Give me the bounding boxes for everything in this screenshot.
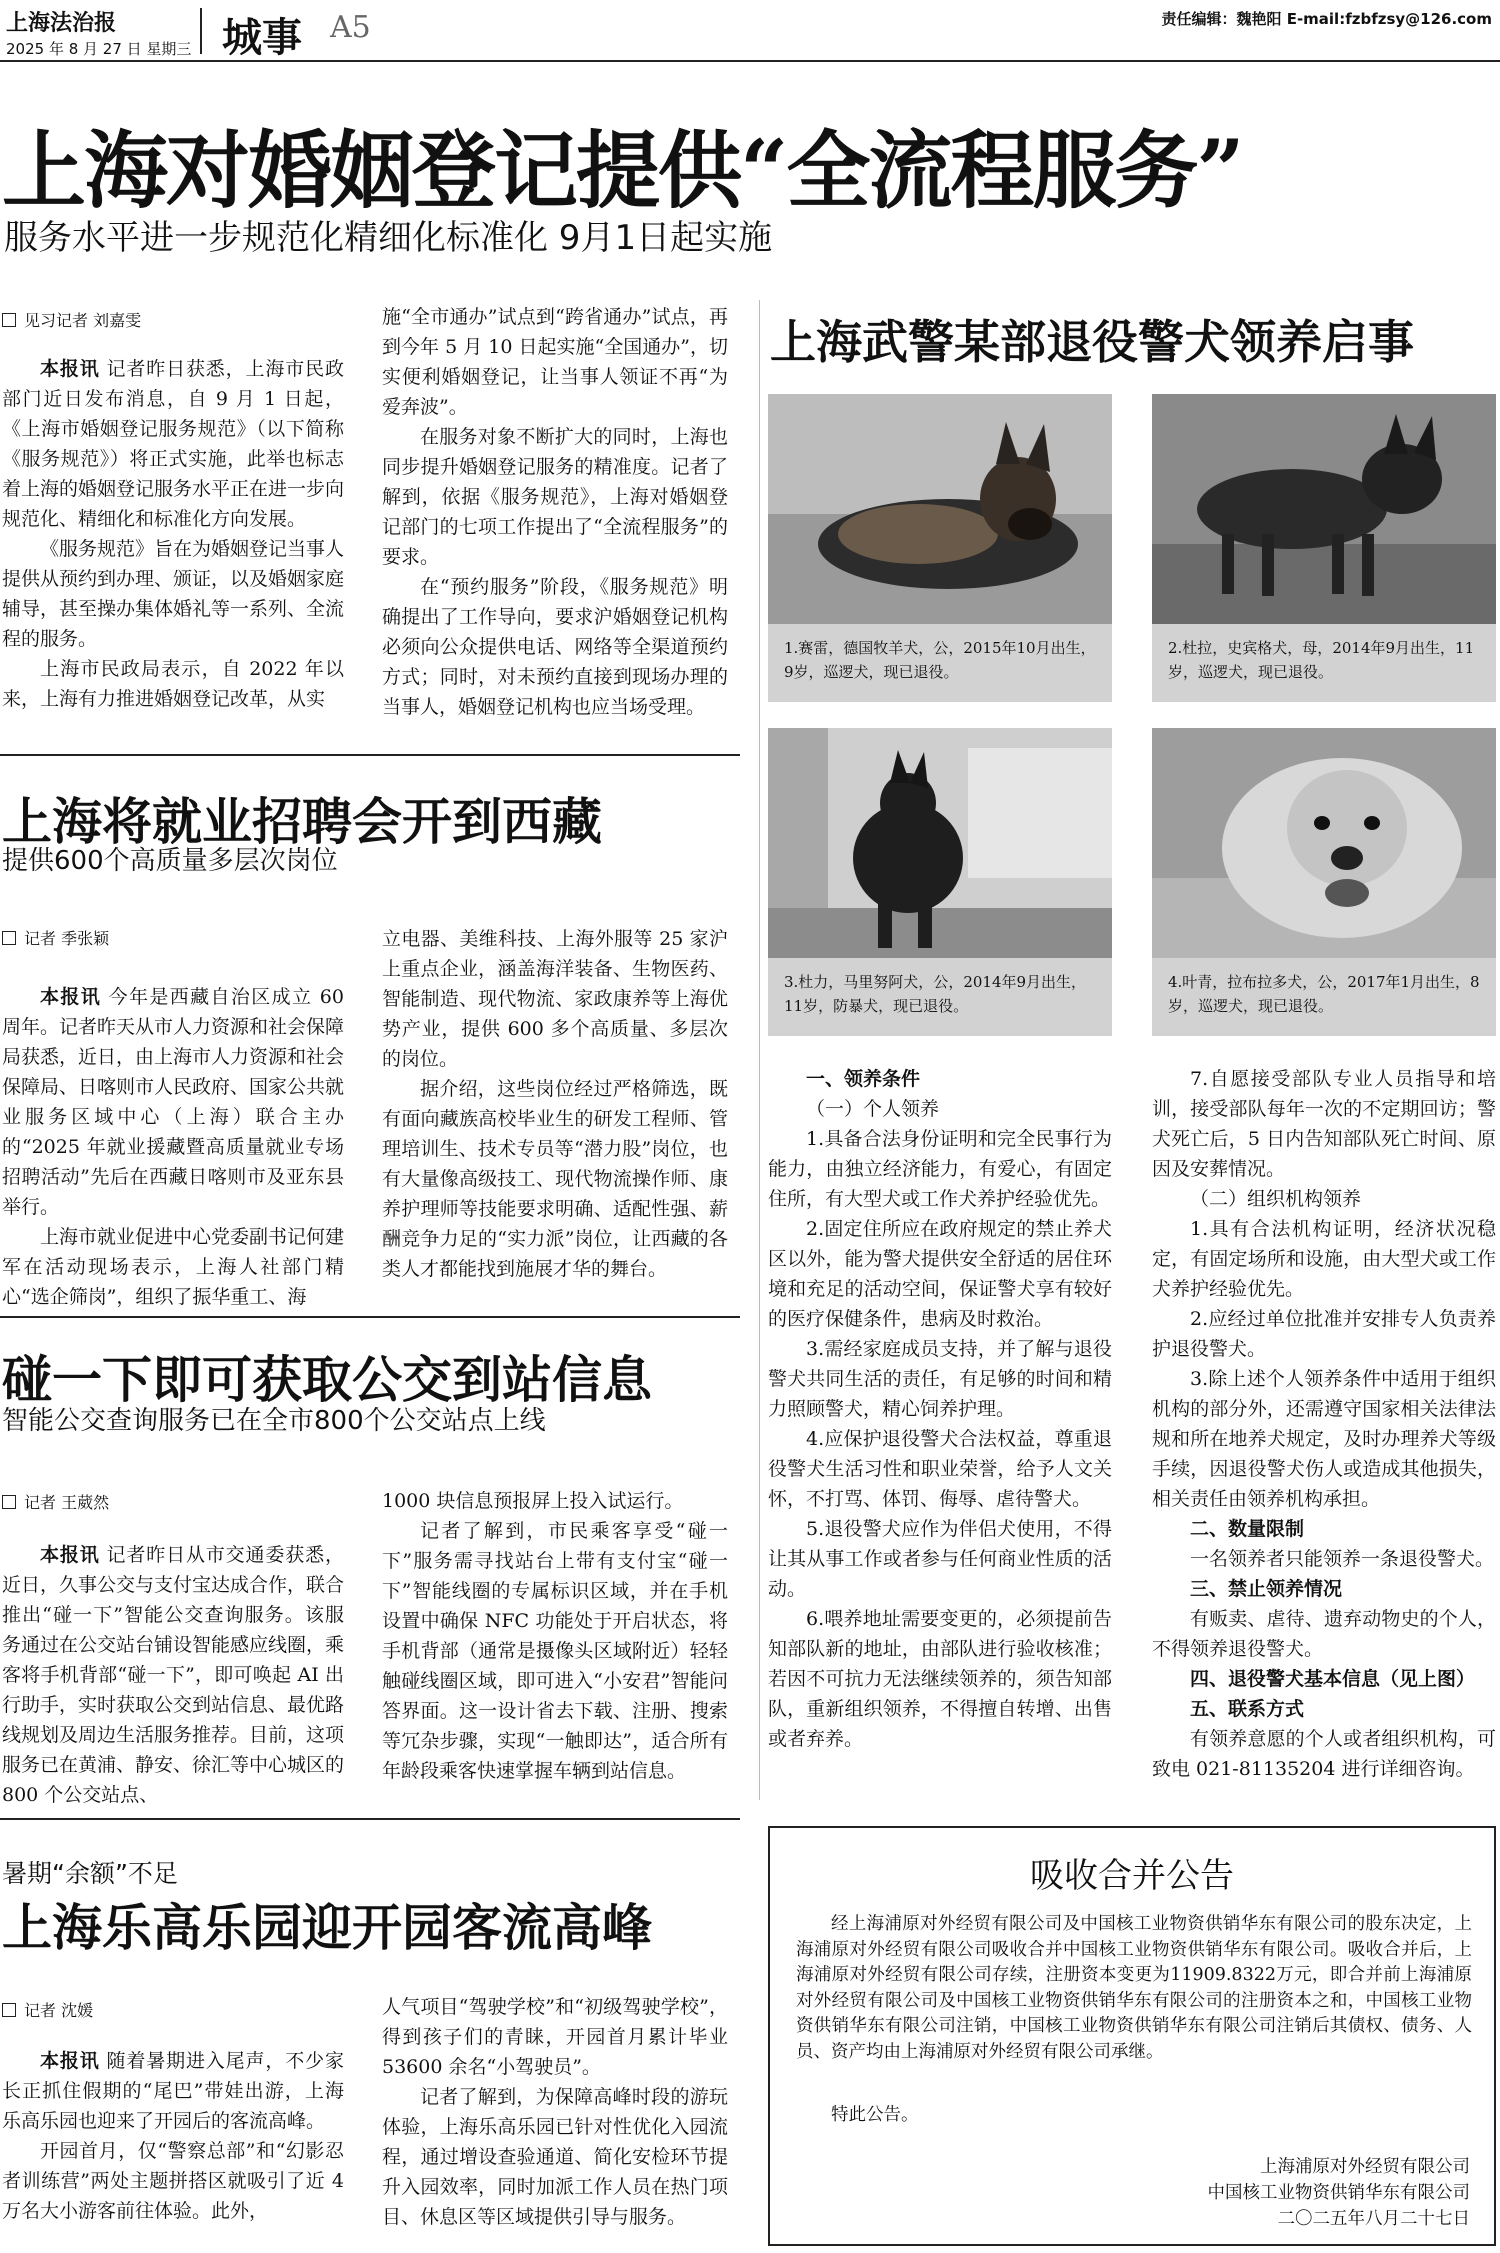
dogs-column-2: 7.自愿接受部队专业人员指导和培训，接受部队每年一次的不定期回访；警犬死亡后，5 日内告知部队死亡时间、原因及安葬情况。 （二）组织机构领养 1.具有合法机构证明，经济状况稳定，有固定场所和设施，由大型犬或工作犬养护经验优先。 2.应经过单位批准并安排专人负责养护退役警犬。 3.除上述个人领养条件中适用于组织机构的部分外，还需遵守国家相关法律法规和所在地养犬规定，及时办理养犬等级手续，因退役警犬伤人或造成其他损失，相关责任由领养机构承担。 二、数量限制 一名领养者只能领养一条退役警犬。 三、禁止领养情况 有贩卖、虐待、遗弃动物史的个人，不得领养退役警犬。 四、退役警犬基本信息（见上图） 五、联系方式 有领养意愿的个人或者组织机构，可致电 021-81135204 进行详细咨询。 (1152, 1068, 1496, 1780)
dog-caption-3: 3.杜力，马里努阿犬，公，2014年9月出生，11岁，防暴犬，现已退役。 (768, 958, 1112, 1036)
dogs-heading-info: 四、退役警犬基本信息（见上图） (1190, 1668, 1476, 1690)
park-column-1: 本报讯 随着暑期进入尾声，不少家长正抓住假期的“尾巴”带娃出游，上海乐高乐园也迎来了开园后的客流高峰。 开园首月，仅“警察总部”和“幻影忍者训练营”两处主题拼搭区就吸引了近 4 万名大小游客前往体验。此外， (2, 2050, 344, 2222)
marriage-column-2: 施“全市通办”试点到“跨省通办”试点，再到今年 5 月 10 日起实施“全国通办”，切实便利婚姻登记，让当事人领证不再“为爱奔波”。 在服务对象不断扩大的同时，上海也同步提升婚姻登记服务的精准度。记者了解到，依据《服务规范》，上海对婚姻登记部门的七项工作提出了“全流程服务”的要求。 在“预约服务”阶段，《服务规范》明确提出了工作导向，要求沪婚姻登记机构必须向公众提供电话、网络等全渠道预约方式；同时，对未预约直接到现场办理的当事人，婚姻登记机构也应当场受理。 (382, 306, 728, 718)
bus-column-2: 1000 块信息预报屏上投入试运行。 记者了解到，市民乘客享受“碰一下”服务需寻找站台上带有支付宝“碰一下”智能线圈的专属标识区域，并在手机设置中确保 NFC 功能处于开启状态，将手机背部（通常是摄像头区域附近）轻轻触碰线圈区域，即可进入“小安君”智能问答界面。这一设计省去下载、注册、搜索等冗杂步骤，实现“一触即达”，适合所有年龄段乘客快速掌握车辆到站信息。 (382, 1490, 728, 1782)
tibet-headline: 上海将就业招聘会开到西藏 (2, 792, 602, 851)
bus-headline: 碰一下即可获取公交到站信息 (2, 1350, 652, 1409)
tibet-column-1: 本报讯 今年是西藏自治区成立 60 周年。记者昨天从市人力资源和社会保障局获悉，近日，由上海市人力资源和社会保障局、日喀则市人民政府、国家公共就业服务区域中心（上海）联合主办的“2025 年就业援藏暨高质量就业专场招聘活动”先后在西藏日喀则市及亚东县举行。 上海市就业促进中心党委副书记何建军在活动现场表示，上海人社部门精心“选企筛岗”，组织了振华重工、海 (2, 986, 345, 1308)
bus-byline: 记者 王葳然 (2, 1490, 109, 1513)
park-byline: 记者 沈媛 (2, 1998, 93, 2021)
park-column-2: 人气项目“驾驶学校”和“初级驾驶学校”，得到孩子们的青睐，开园首月累计毕业 53600 余名“小驾驶员”。 记者了解到，为保障高峰时段的游玩体验，上海乐高乐园已针对性优化入园流程，通过增设查验通道、简化安检环节提升入园效率，同时加派工作人员在热门项目、休息区等区域提供引导与服务。 (382, 1996, 728, 2228)
dogs-heading-ban: 三、禁止领养情况 (1190, 1578, 1343, 1600)
merger-signature-2: 中国核工业物资供销华东有限公司 (1207, 2183, 1470, 2203)
tibet-lead: 本报讯 (40, 986, 102, 1008)
dog-photo-4 (1152, 728, 1496, 958)
dog-caption-4: 4.叶青，拉布拉多犬，公，2017年1月出生，8岁，巡逻犬，现已退役。 (1152, 958, 1496, 1036)
park-headline: 上海乐高乐园迎开园客流高峰 (2, 1898, 652, 1957)
bus-rule (0, 1818, 740, 1820)
dog-caption-1: 1.赛雷，德国牧羊犬，公，2015年10月出生，9岁，巡逻犬，现已退役。 (768, 624, 1112, 702)
marriage-byline: 见习记者 刘嘉雯 (2, 308, 141, 331)
german-shepherd-image (768, 394, 1112, 624)
masthead-divider (200, 8, 202, 54)
dogs-subheading-organization: （二）组织机构领养 (1190, 1188, 1362, 1210)
dog-caption-2: 2.杜拉，史宾格犬，母，2014年9月出生，11岁，巡逻犬，现已退役。 (1152, 624, 1496, 702)
merger-title: 吸收合并公告 (1030, 1856, 1234, 1896)
malinois-dog-image (768, 728, 1112, 958)
column-divider (759, 300, 760, 1800)
tibet-byline: 记者 季张颖 (2, 926, 109, 949)
byline-box-icon (2, 313, 16, 327)
dog-photo-3 (768, 728, 1112, 958)
page-number: A5 (330, 10, 371, 45)
editor-info: 责任编辑：魏艳阳 E-mail:fzbfzsy@126.com (1161, 10, 1492, 28)
paper-logo: 上海法治报 (6, 10, 117, 36)
marriage-column-1: 本报讯 记者昨日获悉，上海市民政部门近日发布消息，自 9 月 1 日起，《上海市婚姻登记服务规范》（以下简称《服务规范》）将正式实施，此举也标志着上海的婚姻登记服务水平正在进一步向规范化、精细化和标准化方向发展。 《服务规范》旨在为婚姻登记当事人提供从预约到办理、颁证，以及婚姻家庭辅导，甚至操办集体婚礼等一系列、全流程的服务。 上海市民政局表示，自 2022 年以来，上海有力推进婚姻登记改革，从实 (2, 358, 345, 710)
park-lead: 本报讯 (40, 2050, 100, 2072)
dog-photo-1 (768, 394, 1112, 624)
marriage-rule (0, 754, 740, 756)
byline-box-icon (2, 2003, 16, 2017)
merger-body: 经上海浦原对外经贸有限公司及中国核工业物资供销华东有限公司的股东决定，上海浦原对外经贸有限公司吸收合并中国核工业物资供销华东有限公司。吸收合并后，上海浦原对外经贸有限公司存续，注册资本变更为11909.8322万元，即合并前上海浦原对外经贸有限公司及中国核工业物资供销华东有限公司的注册资本之和，中国核工业物资供销华东有限公司注销，中国核工业物资供销华东有限公司注销后其债权、债务、人员、资产均由上海浦原对外经贸有限公司承继。 (796, 1914, 1472, 2062)
dogs-subheading-individual: （一）个人领养 (806, 1098, 940, 1120)
byline-box-icon (2, 1495, 16, 1509)
issue-date: 2025 年 8 月 27 日 星期三 (6, 40, 192, 58)
springer-dog-image (1152, 394, 1496, 624)
dogs-heading-conditions: 一、领养条件 (806, 1068, 921, 1090)
dog-photo-2 (1152, 394, 1496, 624)
tibet-column-2: 立电器、美维科技、上海外服等 25 家沪上重点企业，涵盖海洋装备、生物医药、智能制造、现代物流、家政康养等上海优势产业，提供 600 多个高质量、多层次的岗位。 据介绍，这些岗位经过严格筛选，既有面向藏族高校毕业生的研发工程师、管理培训生、技术专员等“潜力股”岗位，也有大量像高级技工、现代物流操作师、康养护理师等技能要求明确、适配性强、薪酬竞争力足的“实力派”岗位，让西藏的各类人才都能找到施展才华的舞台。 (382, 928, 728, 1280)
dogs-heading-limit: 二、数量限制 (1190, 1518, 1305, 1540)
dogs-heading-contact: 五、联系方式 (1190, 1698, 1305, 1720)
merger-notice (768, 1826, 1496, 2246)
merger-signature-1: 上海浦原对外经贸有限公司 (1260, 2157, 1470, 2177)
dogs-column-1: 一、领养条件 （一）个人领养 1.具备合法身份证明和完全民事行为能力，由独立经济能力，有爱心，有固定住所，有大型犬或工作犬养护经验优先。 2.固定住所应在政府规定的禁止养犬区以外，能为警犬提供安全舒适的居住环境和充足的活动空间，保证警犬享有较好的医疗保健条件，患病及时救治。 3.需经家庭成员支持，并了解与退役警犬共同生活的责任，有足够的时间和精力照顾警犬，精心饲养护理。 4.应保护退役警犬合法权益，尊重退役警犬生活习性和职业荣誉，给予人文关怀，不打骂、体罚、侮辱、虐待警犬。 5.退役警犬应作为伴侣犬使用，不得让其从事工作或者参与任何商业性质的活动。 6.喂养地址需要变更的，必须提前告知部队新的地址，由部队进行验收核准；若因不可抗力无法继续领养的，须告知部队，重新组织领养，不得擅自转增、出售或者弃养。 (768, 1068, 1112, 1750)
byline-box-icon (2, 931, 16, 945)
bus-column-1: 本报讯 记者昨日从市交通委获悉，近日，久事公交与支付宝达成合作，联合推出“碰一下”智能公交查询服务。该服务通过在公交站台铺设智能感应线圈，乘客将手机背部“碰一下”，即可唤起 AI 出行助手，实时获取公交到站信息、最优路线规划及周边生活服务推荐。目前，这项服务已在黄浦、静安、徐汇等中心城区的 800 个公交站点、 (2, 1544, 345, 1806)
marriage-headline: 上海对婚姻登记提供“全流程服务” (2, 121, 1243, 220)
bus-subtitle: 智能公交查询服务已在全市800个公交站点上线 (2, 1406, 546, 1436)
park-kicker: 暑期“余额”不足 (2, 1859, 178, 1888)
marriage-subtitle: 服务水平进一步规范化精细化标准化 9月1日起实施 (4, 218, 773, 258)
merger-closing: 特此公告。 (831, 2105, 919, 2125)
masthead-rule (0, 60, 1500, 62)
marriage-lead: 本报讯 (40, 358, 100, 380)
section-name: 城事 (222, 15, 302, 61)
labrador-dog-image (1152, 728, 1496, 958)
merger-date: 二〇二五年八月二十七日 (1277, 2209, 1470, 2229)
dogs-headline: 上海武警某部退役警犬领养启事 (770, 315, 1414, 369)
tibet-rule (0, 1316, 740, 1318)
bus-lead: 本报讯 (40, 1544, 100, 1566)
tibet-subtitle: 提供600个高质量多层次岗位 (2, 846, 338, 876)
